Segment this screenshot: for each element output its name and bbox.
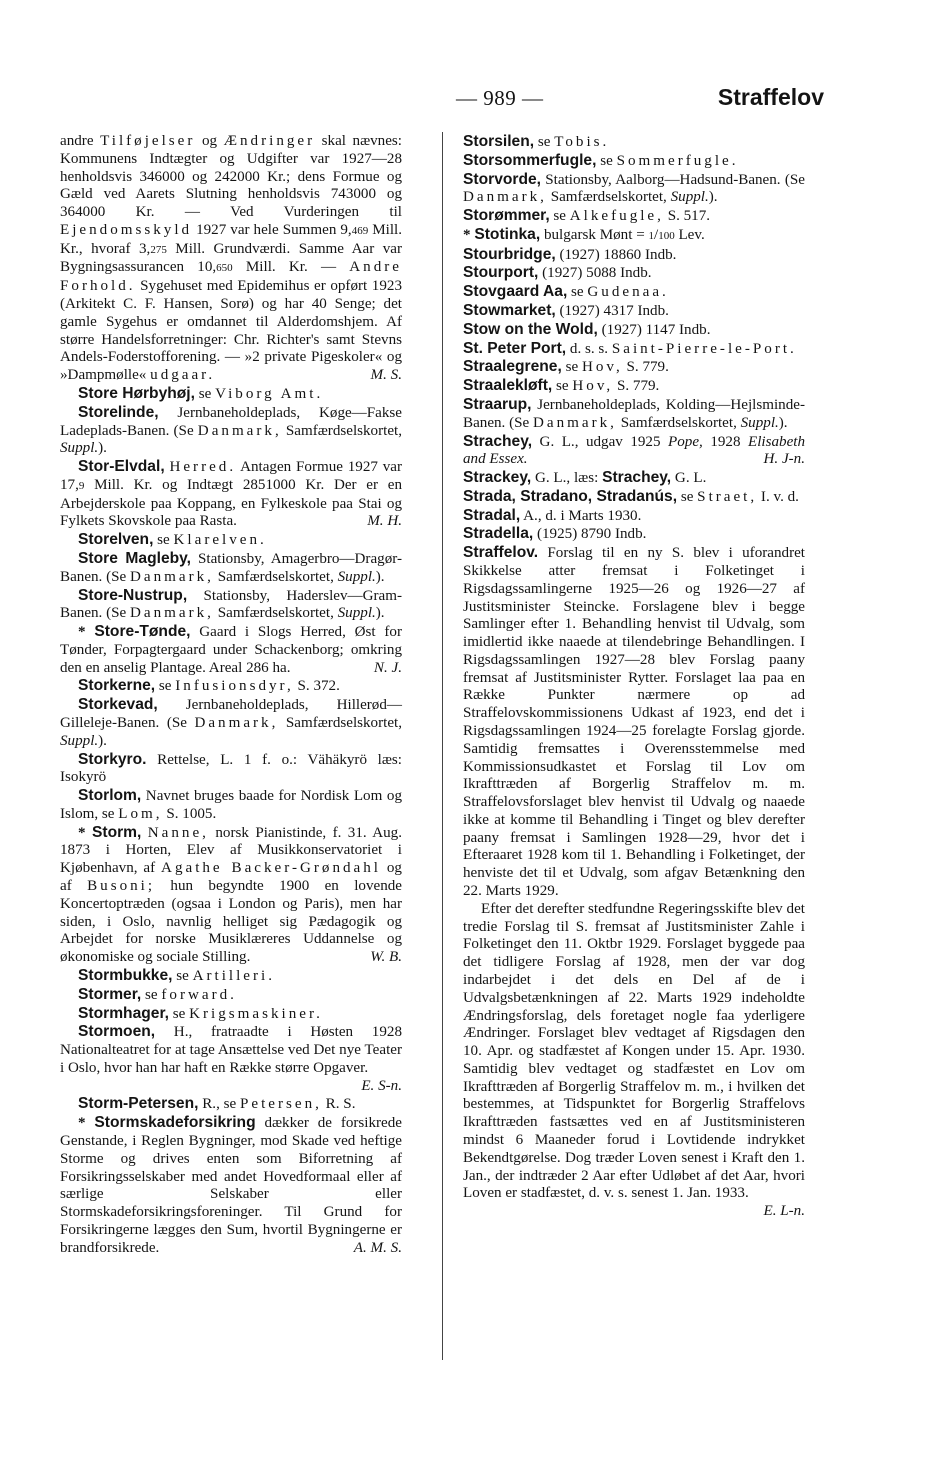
italic-text: Suppl. — [740, 414, 779, 431]
entry-text: G. L. — [671, 470, 707, 487]
spaced-text: Sommerfugle. — [616, 152, 739, 169]
headword: Storkerne, — [78, 677, 156, 695]
dictionary-entry — [60, 458, 402, 531]
entry-text: S. 779. — [613, 378, 660, 395]
spaced-text: Ændringer — [223, 133, 316, 149]
dictionary-entry — [60, 404, 402, 458]
author-signature: M. H. — [367, 513, 402, 530]
dictionary-entry — [60, 531, 402, 550]
spaced-text: Andre Forhold. — [60, 259, 402, 295]
entry-text: se — [141, 986, 162, 1003]
entry-text: hun begyndte 1900 en lovende Koncertoptræden (ogsaa i London og Paris), men har siden, i Oslo, navnlig helliget sig Pædagogik og Arbejdet for norske Musiklæreres Uddannelse og økonomiske og sociale Stilling. — [60, 878, 402, 966]
headword: Store-Nustrup, — [78, 586, 188, 604]
headword: Stourbridge, — [463, 245, 556, 263]
dictionary-entry — [463, 358, 805, 377]
headword: Storkyro. — [78, 750, 147, 768]
headword: Strachey, — [463, 432, 533, 450]
entry-text: Mill. Grundværdi. Samme Aar var Bygningsassurancen 10, — [60, 240, 403, 276]
small-figure: 1 — [648, 229, 654, 242]
headword: Strada, Stradano, Stradanús, — [463, 487, 678, 505]
dictionary-entry — [463, 433, 805, 470]
spaced-text: Danmark, — [130, 605, 214, 622]
spaced-text: Danmark, — [194, 715, 279, 731]
entry-text: H., fratraadte i Høsten 1928 Nationalteatret for at tage Ansættelse ved Det nye Teater i Oslo, hvor han har haft en Række større Opgaver. — [60, 1024, 402, 1076]
column-divider — [442, 132, 443, 1360]
spaced-text: Gudenaa. — [587, 284, 669, 301]
entry-text: S. 372. — [293, 678, 340, 695]
entry-text: (1927) 5088 Indb. — [538, 265, 652, 282]
entry-text: ). — [778, 414, 788, 431]
entry-text: S. 1005. — [162, 805, 217, 822]
headword: Strackey, — [463, 469, 532, 487]
spaced-text: Busoni; — [87, 878, 156, 895]
dictionary-entry — [463, 207, 805, 226]
dictionary-entry — [60, 696, 402, 750]
headword: Storm-Petersen, — [78, 1095, 199, 1113]
headword: Stovgaard Aa, — [463, 283, 568, 301]
headword: Stormhager, — [78, 1004, 169, 1022]
entry-text: / — [653, 226, 659, 243]
italic-text: Suppl. — [337, 568, 376, 585]
entry-text: og af — [60, 860, 402, 895]
entry-text: ). — [98, 440, 107, 457]
dictionary-entry — [463, 264, 805, 283]
dictionary-entry — [463, 901, 805, 1221]
entry-text: Antagen Formue 1927 var 17, — [60, 459, 402, 493]
spaced-text: Infusionsdyr, — [175, 678, 294, 695]
author-signature: M. S. — [370, 367, 402, 384]
entry-text: Mill. Kr. — — [232, 259, 350, 276]
entry-text: (1927) 18860 Indb. — [555, 246, 677, 263]
left-column — [60, 133, 402, 1257]
author-signature: A. M. S. — [353, 1239, 402, 1256]
entry-text: Samfærdselskortet, — [281, 422, 402, 439]
dictionary-entry — [463, 321, 805, 340]
entry-text: Samfærdselskortet, — [278, 715, 402, 731]
author-signature: N. J. — [373, 659, 402, 676]
headword: Storelinde, — [78, 403, 159, 421]
headword: St. Peter Port, — [463, 339, 567, 357]
spaced-text: Viborg Amt. — [215, 385, 324, 402]
entry-text: (1925) 8790 Indb. — [533, 526, 647, 543]
headword: Straarup, — [463, 395, 532, 413]
headword: Stotinka, — [474, 225, 541, 243]
entry-text: se — [552, 378, 573, 395]
entry-text: Mill. Kr. og Indtægt 2851000 Kr. Der er en Arbejderskole paa Koppang, en Fylkeskole paa Stai og Fylkets Skovskole paa Rasta. — [60, 476, 402, 530]
dictionary-entry — [60, 623, 402, 677]
entry-text: ). — [375, 605, 385, 622]
dictionary-entry — [60, 385, 402, 404]
entry-text: R., se — [198, 1096, 240, 1113]
dictionary-entry — [463, 283, 805, 302]
headword: Store Magleby, — [78, 549, 191, 567]
entry-text: Jernbaneholdeplads, Kolding—Hejlsminde-Banen. (Se — [463, 396, 805, 431]
entry-text: se — [155, 678, 176, 695]
dictionary-entry — [60, 677, 402, 696]
entry-text: se — [194, 385, 216, 402]
spaced-text: Agathe Backer-Grøndahl — [161, 860, 381, 877]
new-entry-mark: * — [78, 824, 92, 841]
entry-text: (1927) 4317 Indb. — [555, 303, 669, 320]
headword: Stradal, — [463, 506, 521, 524]
headword: Store Hørbyhøj, — [78, 384, 195, 402]
entry-text: se — [567, 284, 588, 301]
entry-text: Jernbaneholdeplads, Køge—Fakse Ladeplads-Banen. (Se — [60, 404, 402, 439]
entry-text: Samfærdselskortet, — [213, 605, 338, 622]
headword: Stormskadeforsikring — [94, 1114, 256, 1132]
spaced-text: Nanne, — [147, 824, 209, 841]
spaced-text: Lom, — [118, 805, 163, 822]
dictionary-entry — [463, 396, 805, 433]
entry-text: G. L., udgav 1925 — [532, 433, 669, 450]
dictionary-entry — [60, 1023, 402, 1095]
entry-text: Efter det derefter stedfundne Regeringsskifte blev det tredie Forslag til S. fremsat af Justitsminister Zahle i Folketinget den 11. Oktbr 1929. Forslaget byggede paa det tidligere Forslag af 1928, men der var dog indarbejdet i det dels en Del af de i Udvalgsbetænkningen af 22. Marts 1929 indeholdte Ændringsforslag, dels foretaget nogle faa yderligere Ændringer. Forslaget blev vedtaget af Rigsdagen den 10. Apr. og stadfæstet af Kongen under 15. Apr. 1930. Samtidig blev vedtaget og stadfæstet en Lov om Ikrafttræden af Borgerlig Straffelov m. m., i hvilken det bestemmes, at Tidspunktet for Borgerlig Straffelovs Ikrafttræden fastsættes ved en af Justitsministeren mindst 6 Maaneder forud i Lovtidende indrykket Bekendtgørelse. Dog træder Loven senest i Kraft den 1. Jan., der indtræder 2 Aar efter Udløbet af det Aar, hvori Loven er stadfæstet, d. v. s. senest 1. Jan. 1933. — [463, 900, 805, 1202]
dictionary-entry — [60, 986, 402, 1005]
author-signature: E. L-n. — [763, 1203, 805, 1220]
italic-text: Suppl. — [60, 440, 99, 457]
entry-text: se — [596, 152, 617, 169]
spaced-text: Danmark, — [533, 414, 617, 431]
author-signature: W. B. — [370, 949, 402, 966]
small-figure: 100 — [658, 229, 675, 242]
italic-text: Suppl. — [60, 732, 99, 749]
entry-text: bulgarsk Mønt = — [540, 226, 649, 243]
spaced-text: Tilføjelser — [100, 133, 196, 149]
dictionary-entry — [463, 525, 805, 544]
headword: Straffelov. — [463, 544, 539, 562]
dictionary-entry — [463, 152, 805, 171]
italic-text: Pope, — [668, 433, 703, 450]
headword: Stow on the Wold, — [463, 320, 598, 338]
dictionary-entry — [463, 302, 805, 321]
small-figure: 469 — [351, 224, 369, 237]
page-header — [60, 86, 824, 120]
dictionary-entry — [60, 1005, 402, 1024]
entry-text: Stationsby, Amagerbro—Dragør-Banen. (Se — [60, 550, 402, 585]
entry-text: se — [677, 488, 698, 505]
spaced-text: Saint-Pierre-le-Port. — [611, 340, 797, 357]
entry-text: Rettelse, L. 1 f. o.: Vähäkyrö læs: Isokyrö — [60, 751, 402, 786]
entry-text: se — [534, 134, 555, 150]
headword: Stowmarket, — [463, 302, 556, 320]
spaced-text: Herred. — [169, 459, 237, 476]
entry-text: se — [561, 359, 582, 376]
dictionary-entry — [463, 544, 805, 901]
small-figure: 9 — [78, 479, 85, 492]
headword: Straalegrene, — [463, 358, 562, 376]
new-entry-mark: * — [78, 624, 95, 641]
spaced-text: Hov, — [581, 359, 623, 376]
spaced-text: udgaar. — [150, 367, 216, 384]
dictionary-entry — [60, 1114, 402, 1257]
spaced-text: Krigsmaskiner. — [189, 1005, 323, 1022]
entry-text: R. S. — [321, 1096, 356, 1113]
entry-text: Mill. Kr., hvoraf 3, — [60, 221, 402, 257]
entry-text: se — [549, 208, 570, 225]
entry-text: 1928 — [702, 433, 748, 450]
spaced-text: Danmark, — [197, 422, 282, 439]
entry-text: Samfærdselskortet, — [213, 568, 338, 585]
page-number: — 989 — — [456, 86, 544, 110]
entry-text: S. 517. — [663, 208, 711, 225]
entry-text: Lev. — [674, 226, 705, 243]
author-signature: E. S-n. — [361, 1077, 402, 1094]
entry-text: og — [195, 133, 224, 149]
entry-text: Gaard i Slogs Herred, Øst for Tønder, Forpagtergaard under Schackenborg; omkring den en anselig Plantage. Areal 286 ha. — [60, 624, 402, 676]
spaced-text: Petersen, — [239, 1096, 322, 1113]
new-entry-mark: * — [78, 1115, 95, 1132]
dictionary-entry — [60, 550, 402, 587]
headword: Stormer, — [78, 985, 142, 1003]
headword: Store-Tønde, — [94, 623, 191, 641]
author-signature: H. J-n. — [763, 451, 805, 468]
headword: Stor-Elvdal, — [78, 458, 165, 476]
small-figure: 275 — [150, 243, 167, 256]
entry-text: Sygehuset med Epidemihus er opført 1923 (Arkitekt C. F. Hansen, Sorø) og har 40 Senge; det gamle Sygehus er omdannet til Alderdomshjem. Af større Handelsforretninger: Chr. Richter's samt Stevns Andels-Foderstofforening. — »2 private Pigeskoler« og »Dampmølle« — [60, 278, 402, 384]
headword: Storlom, — [78, 787, 142, 805]
spaced-text: Tobis. — [554, 134, 610, 150]
dictionary-entry — [463, 133, 805, 152]
spaced-text: Ejendomsskyld — [60, 221, 193, 238]
entry-text: Forslag til en ny S. blev i uforandret Skikkelse atter fremsat i Folketinget i Rigsdagssamlingerne 1925—26 og 1926—27 af Justitsminister Steincke. Forslagene blev i begge Samlinger efter 1. Behandling henvist til Udvalg, som imidlertid ikke naaede at tilendebringe Behandlingen. I Rigsdagssamlingen 1927—28 blev Forslag paany fremsat af Justitsminister Rytter. Forslaget laa paa en Række Punkter nærmere op ad Straffelovskommissionens Udkast af 1923, end det i Rigsdagssamlingen 1924—25 forelagte Forslag gjorde. Samtidig fremsattes i Overensstemmelse med Kommissionsudkastet et Forslag til Lov om Ikrafttræden af Borgerlig Straffelov m. m. Straffelovsforslaget blev henvist til Udvalg og naaede ikke at komme til Behandling i Tinget og blev derefter paany fremsat i Samlingen 1928—29, hvor det i Efteraaret 1928 kom til 1. Behandling i Folketinget, der henviste det til et Udvalg, som afgav Betænkning den 22. Marts 1929. — [463, 545, 805, 900]
headword: Storømmer, — [463, 207, 550, 225]
new-entry-mark: * — [463, 226, 475, 243]
spaced-text: Danmark, — [130, 568, 214, 585]
running-head: Straffelov — [717, 84, 824, 110]
dictionary-entry — [463, 226, 805, 246]
entry-text: ). — [375, 568, 385, 585]
dictionary-entry — [463, 469, 805, 488]
dictionary-entry — [463, 488, 805, 507]
entry-text: se — [169, 1005, 190, 1022]
dictionary-entry — [463, 171, 805, 208]
entry-text: I. v. d. — [757, 488, 799, 505]
dictionary-entry — [60, 1095, 402, 1114]
italic-text: Suppl. — [670, 189, 709, 206]
right-column — [463, 133, 805, 1221]
dictionary-entry — [463, 340, 805, 359]
spaced-text: forward. — [161, 986, 237, 1003]
dictionary-entry — [463, 377, 805, 396]
entry-text: A., d. i Marts 1930. — [520, 507, 642, 524]
entry-text: ). — [98, 732, 107, 749]
headword: Storsilen, — [463, 133, 535, 150]
headword: Stormoen, — [78, 1023, 156, 1041]
headword: Stourport, — [463, 264, 539, 282]
spaced-text: Danmark, — [463, 189, 547, 206]
headword: Storkevad, — [78, 696, 158, 714]
entry-text: Navnet bruges baade for Nordisk Lom og Islom, se — [60, 788, 402, 822]
headword: Storvorde, — [463, 170, 541, 188]
headword: Stormbukke, — [78, 966, 173, 984]
spaced-text: Hov, — [572, 378, 614, 395]
dictionary-entry — [60, 967, 402, 986]
italic-text: Suppl. — [337, 605, 376, 622]
dictionary-entry — [60, 133, 402, 385]
dictionary-entry — [463, 246, 805, 265]
entry-text: Samfærdselskortet, — [546, 189, 671, 206]
entry-text: Stationsby, Haderslev—Gram-Banen. (Se — [60, 587, 402, 622]
dictionary-entry — [60, 751, 402, 788]
entry-text: ). — [708, 189, 718, 206]
headword: Storsommerfugle, — [463, 151, 597, 169]
dictionary-entry — [60, 824, 402, 967]
headword: Straalekløft, — [463, 377, 553, 395]
entry-text: (1927) 1147 Indb. — [597, 321, 711, 338]
entry-text: skal nævnes: Kommunens Indtægter og Udgifter var 1927—28 henholdsvis 346000 og 242000 Kr.; dens Formue og Gæld ved Aarets Slutning henholdsvis 743000 og 364000 Kr. — Ved Vurderingen til — [60, 133, 403, 221]
italic-text: Elisabeth and Essex. — [463, 433, 806, 468]
headword: Storelven, — [78, 531, 154, 549]
spaced-text: Straet, — [697, 488, 758, 505]
spaced-text: Klarelven. — [173, 532, 267, 549]
spaced-text: Artilleri. — [192, 967, 275, 984]
entry-text: S. 779. — [622, 359, 669, 376]
headword: Storm, — [91, 823, 142, 841]
headword: Strachey, — [602, 469, 672, 487]
entry-text: Jernbaneholdeplads, Hillerød—Gilleleje-Banen. (Se — [60, 697, 402, 731]
dictionary-entry — [60, 587, 402, 624]
entry-text: 1927 var hele Summen 9, — [192, 221, 352, 238]
small-figure: 650 — [216, 262, 233, 275]
spaced-text: Alkefugle, — [569, 208, 664, 225]
headword: Stradella, — [463, 525, 534, 543]
entry-text: d. s. s. — [566, 340, 612, 357]
entry-text: dækker de forsikrede Genstande, i Reglen Bygninger, mod Skade ved heftige Storme og drives enten som Biforretning af Forsikringsselskaber med andet Hovedformaal eller af særlige Selskaber eller Stormskadeforsikringsforeninger. Til Grund for Forsikringerne lægges den Sum, hvortil Bygningerne er brandforsikrede. — [60, 1115, 403, 1256]
entry-text: se — [172, 967, 193, 984]
dictionary-entry — [60, 787, 402, 824]
entry-text: Samfærdselskortet, — [616, 414, 741, 431]
dictionary-entry — [463, 507, 805, 526]
entry-text: norsk Pianistinde, f. 31. Aug. 1873 i Horten, Elev af Musikkonservatoriet i Kjøbenhavn, af — [60, 824, 402, 877]
entry-text: G. L., læs: — [531, 470, 603, 487]
entry-text: se — [153, 532, 174, 549]
entry-text: Stationsby, Aalborg—Hadsund-Banen. (Se — [540, 171, 805, 188]
entry-text: andre — [60, 133, 101, 149]
